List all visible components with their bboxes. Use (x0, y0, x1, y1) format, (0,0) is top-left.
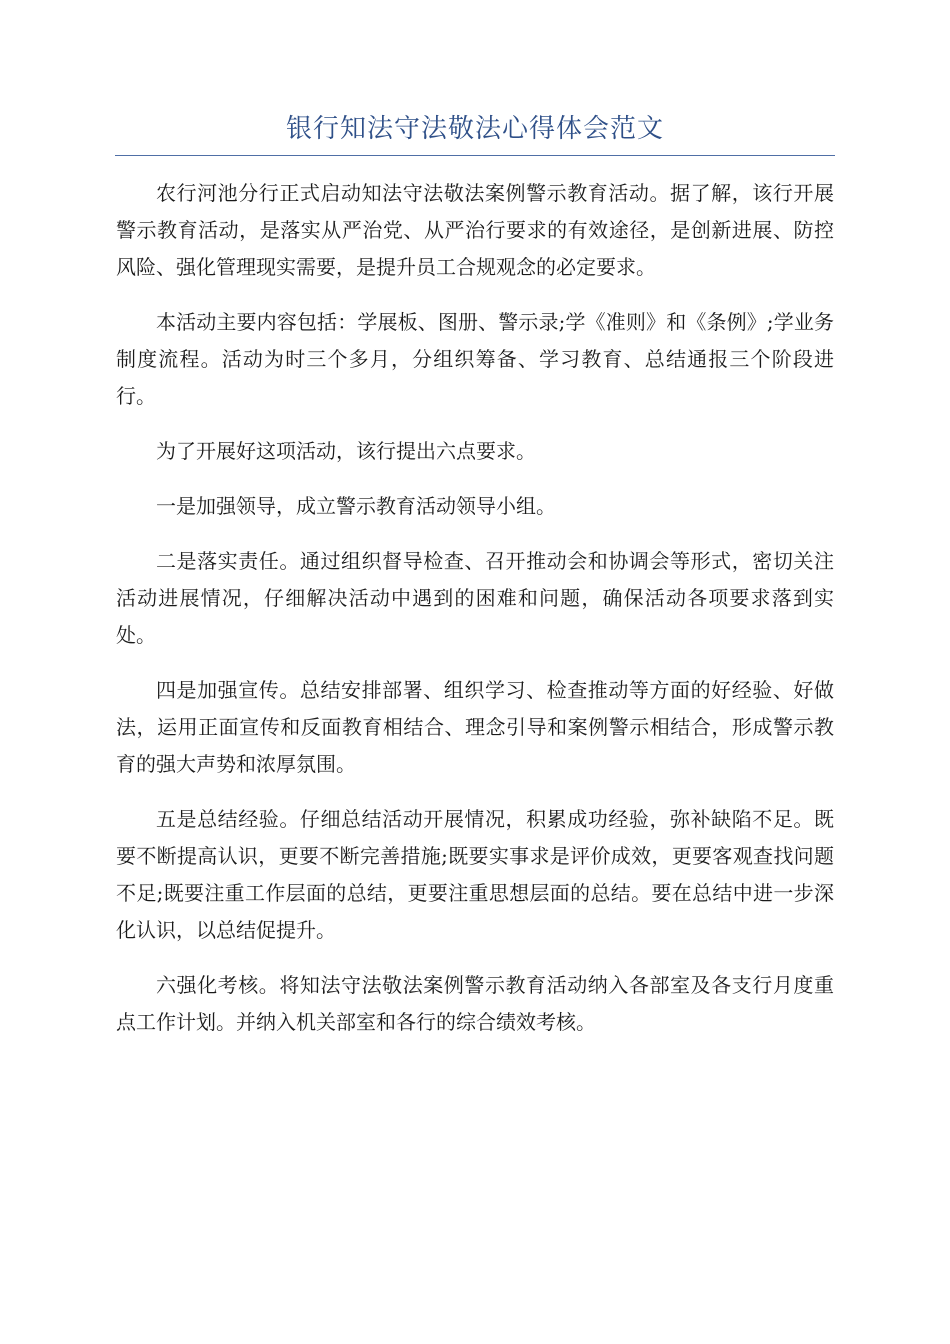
paragraph-intro: 农行河池分行正式启动知法守法敬法案例警示教育活动。据了解，该行开展警示教育活动，是落实从严治党、从严治行要求的有效途径，是创新进展、防控风险、强化管理现实需要，是提升员工合规观念的必定要求。 (116, 181, 834, 279)
paragraph-requirement-1: 一是加强领导，成立警示教育活动领导小组。 (156, 494, 556, 518)
title-block (115, 108, 835, 156)
paragraph-requirement-6: 六强化考核。将知法守法敬法案例警示教育活动纳入各部室及各支行月度重点工作计划。并纳入机关部室和各行的综合绩效考核。 (116, 973, 834, 1034)
paragraph-requirements-intro: 为了开展好这项活动，该行提出六点要求。 (156, 439, 536, 463)
paragraph-content: 本活动主要内容包括：学展板、图册、警示录;学《准则》和《条例》;学业务制度流程。活动为时三个多月，分组织筹备、学习教育、总结通报三个阶段进行。 (116, 310, 834, 408)
paragraph-requirement-4: 四是加强宣传。总结安排部署、组织学习、检查推动等方面的好经验、好做法，运用正面宣传和反面教育相结合、理念引导和案例警示相结合，形成警示教育的强大声势和浓厚氛围。 (116, 678, 834, 776)
document-body (116, 175, 834, 1059)
document-title: 银行知法守法敬法心得体会范文 (285, 114, 664, 144)
paragraph-requirement-2: 二是落实责任。通过组织督导检查、召开推动会和协调会等形式，密切关注活动进展情况，仔细解决活动中遇到的困难和问题，确保活动各项要求落到实处。 (116, 549, 834, 647)
paragraph-requirement-5: 五是总结经验。仔细总结活动开展情况，积累成功经验，弥补缺陷不足。既要不断提高认识，更要不断完善措施;既要实事求是评价成效，更要客观查找问题不足;既要注重工作层面的总结，更要注重思想层面的总结。要在总结中进一步深化认识，以总结促提升。 (116, 807, 834, 942)
